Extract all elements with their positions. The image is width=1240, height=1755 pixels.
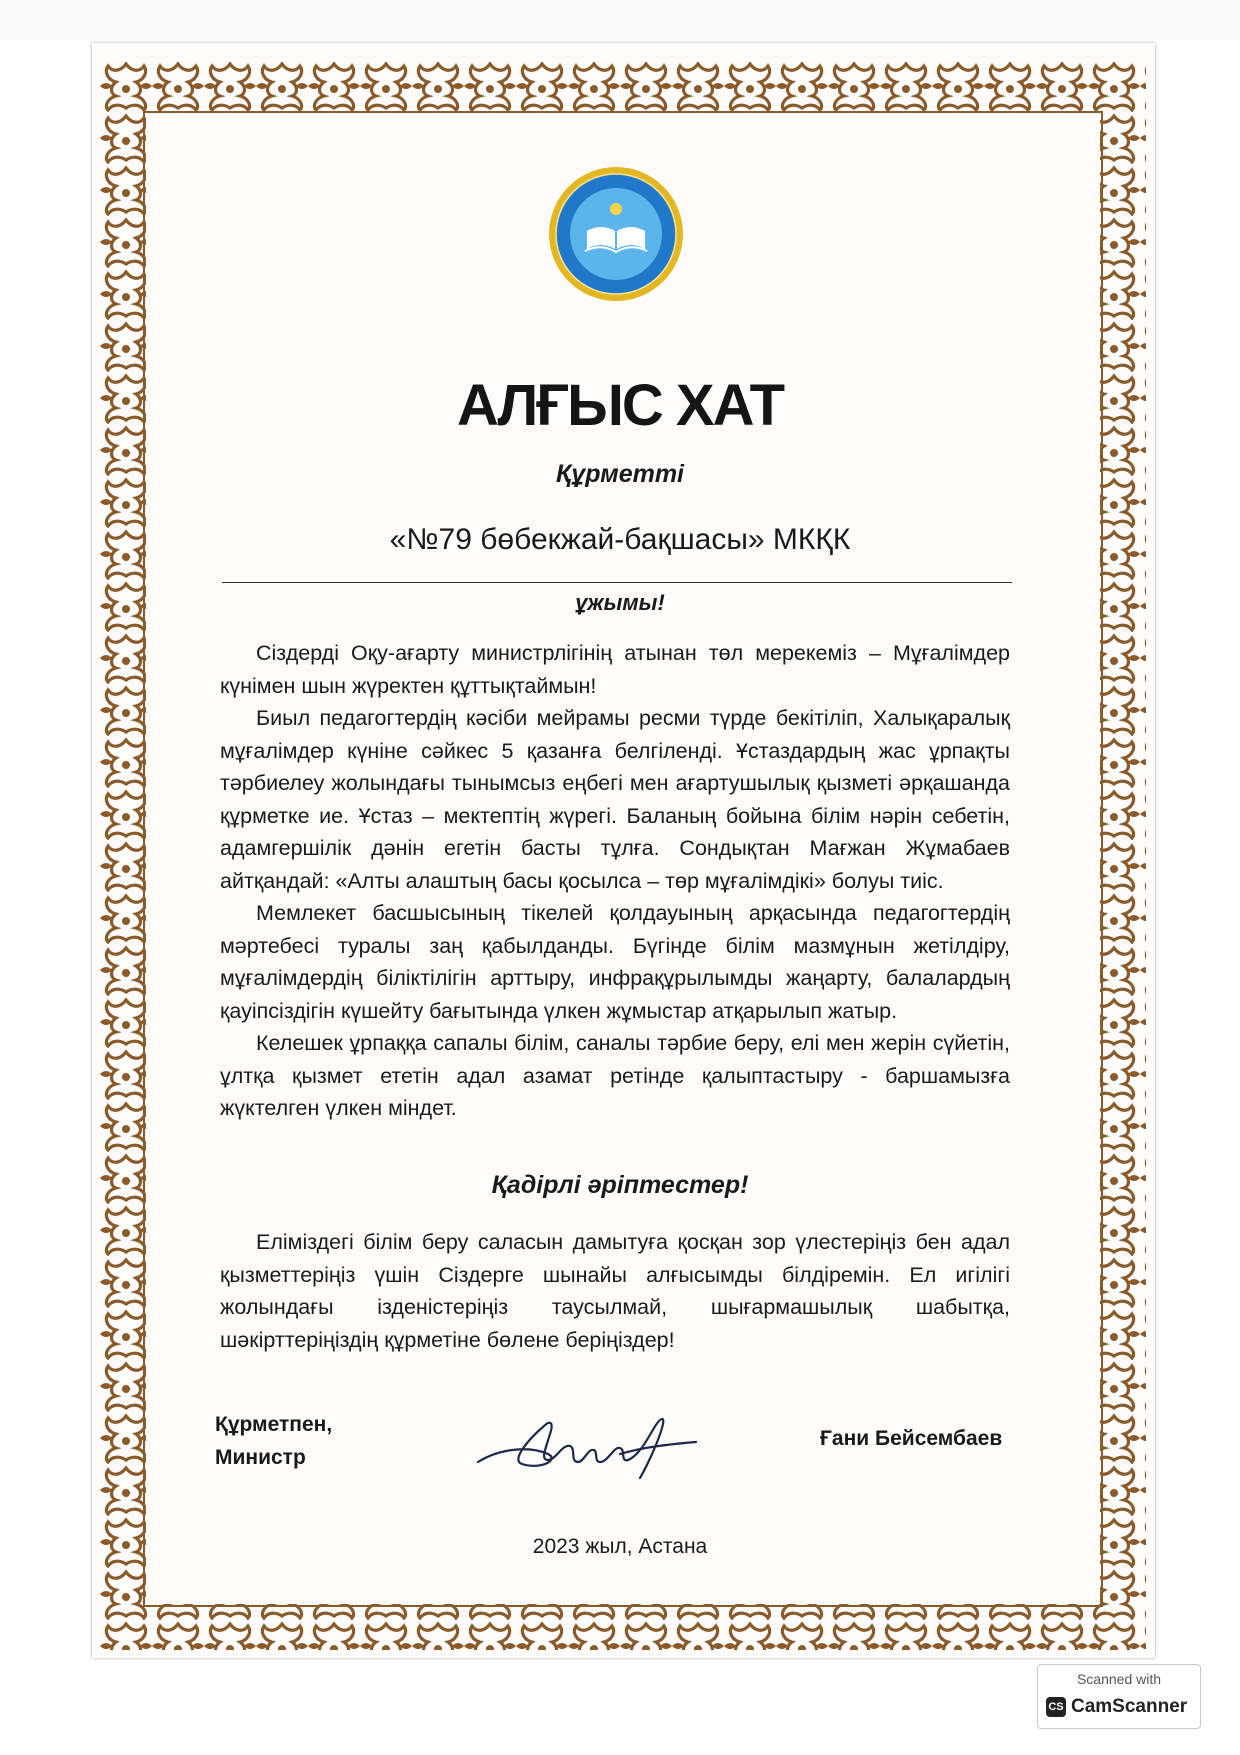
letter-body: [220, 637, 1010, 1125]
colleagues-heading: Қадірлі әріптестер!: [491, 1171, 749, 1199]
body-paragraph: Биыл педагогтердің кәсіби мейрамы ресми түрде бекітіліп, Халықаралық мұғалімдер күніне сәйкес 5 қазанға белгіленді. Ұстаздардың жас ұрпақты тәрбиелеу жолындағы тынымсыз еңбегі мен ағартушылық қызметі әрқашанда құрметке ие. Ұстаз – мектептің жүрегі. Баланың бойына білім нәрін себетін, адамгершілік дәнін егетін басты тұлға. Сондықтан Мағжан Жұмабаев айтқандай: «Алты алаштың басы қосылса – төр мұғалімдікі» болуы тиіс.: [220, 706, 1010, 893]
respectfully-label: Құрметпен,: [215, 1413, 333, 1436]
signer-name: Ғани Бейсембаев: [820, 1427, 1003, 1450]
camscanner-logo-icon: CS: [1046, 1697, 1066, 1717]
date-place: 2023 жыл, Астана: [532, 1535, 708, 1558]
camscanner-badge: [1037, 1664, 1201, 1729]
closing-paragraph: Еліміздегі білім беру саласын дамытуға қосқан зор үлестеріңіз бен адал қызметтеріңіз үшін Сіздерге шынайы алғысымды білдіремін. Ел игілігі жолындағы ізденістеріңіз таусылмай, шығармашылық шабытқа, шәкірттеріңіздің құрметіне бөлене беріңіздер!: [220, 1230, 1010, 1352]
recipient-organization: «№79 бөбекжай-бақшасы» МКҚК: [389, 523, 851, 556]
body-paragraph: Мемлекет басшысының тікелей қолдауының арқасында педагогтердің мәртебесі туралы заң қабылданды. Бүгінде білім мазмұнын жетілдіру, мұғалімдердің біліктілігін арттыру, инфрақұрылымды жаңарту, балалардың қауіпсіздігін күшейту бағытында үлкен жұмыстар атқарылып жатыр.: [220, 901, 1010, 1023]
salutation: Құрметті: [555, 460, 684, 488]
sign-off-block: [215, 1408, 332, 1474]
handwritten-signature: [470, 1408, 710, 1486]
closing-body: [220, 1226, 1010, 1356]
camscanner-name: CamScanner: [1071, 1696, 1188, 1717]
document-title: АЛҒЫС ХАТ: [456, 373, 784, 438]
body-paragraph: Келешек ұрпаққа сапалы білім, саналы тәрбие беру, елі мен жерін сүйетін, ұлтқа қызмет ететін адал азамат ретінде қалыптастыру - баршамызға жүктелген үлкен міндет.: [220, 1031, 1010, 1120]
recipient-suffix: ұжымы!: [575, 590, 665, 615]
ministry-emblem: [547, 165, 685, 303]
background-strip: [0, 0, 1240, 40]
divider: [222, 582, 1012, 583]
body-paragraph: Сіздерді Оқу-ағарту министрлігінің атынан төл мерекеміз – Мұғалімдер күнімен шын жүректен құттықтаймын!: [220, 641, 1010, 698]
scanned-with-label: Scanned with: [1076, 1671, 1162, 1687]
position-label: Министр: [215, 1446, 306, 1469]
